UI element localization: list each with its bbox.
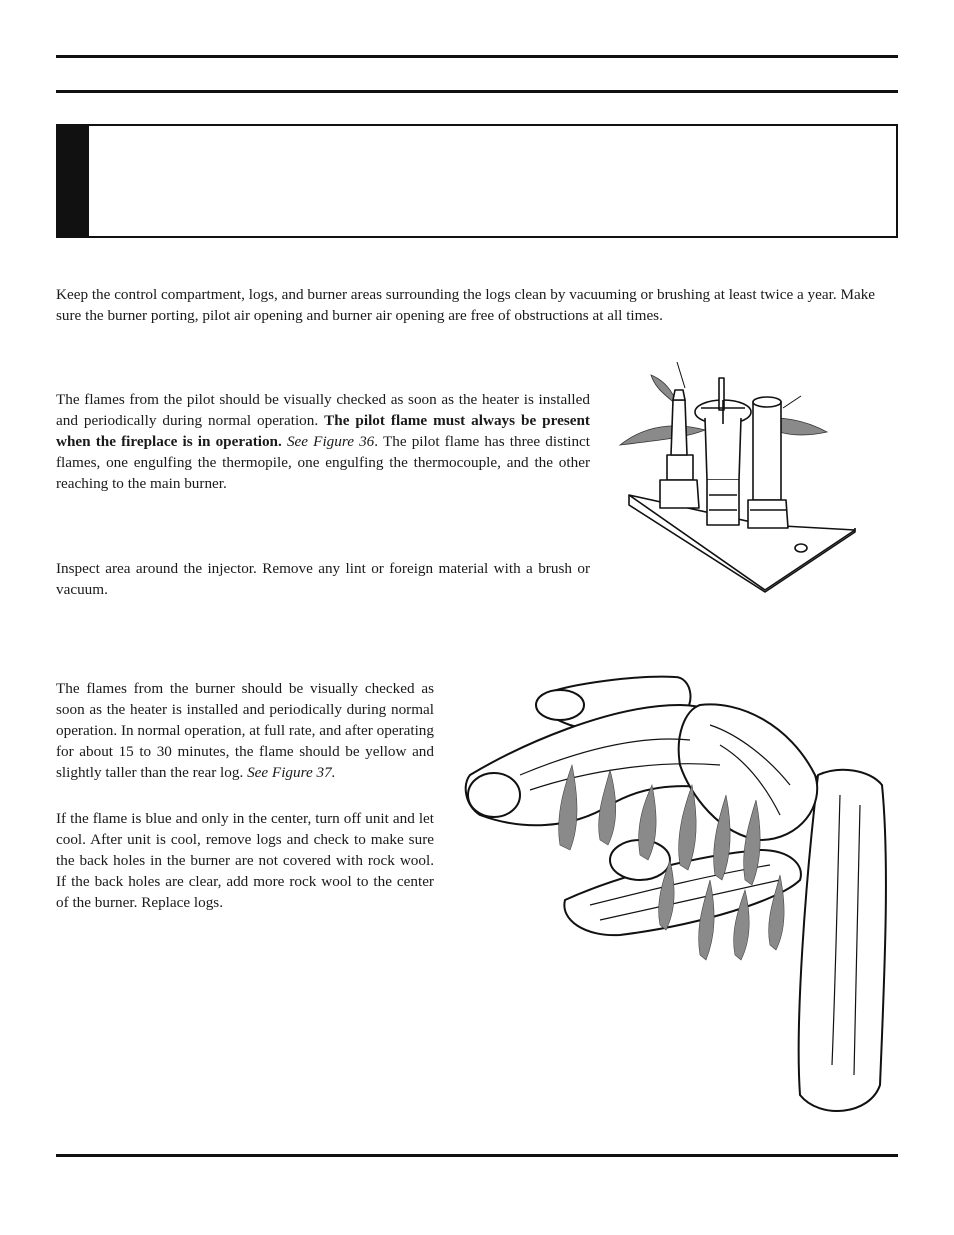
- pilot-assembly-illustration: [615, 360, 860, 595]
- pilot-text-a: The flames from the pilot should be visually checked as soon as the heater is installed and periodically during normal operation.: [56, 391, 590, 429]
- banner-tab: [56, 124, 89, 238]
- header-rule-bottom: [56, 90, 898, 93]
- log-set-illustration: [460, 665, 895, 1125]
- burner-figure-ref: See Figure 37.: [247, 764, 336, 781]
- pilot-text-b: . The pilot flame has three distinct flames, one engulfing the thermopile, one engulfing the thermocouple, and the other reaching to the main burner.: [56, 433, 590, 492]
- cleaning-paragraph: Keep the control compartment, logs, and burner areas surrounding the logs clean by vacuuming or brushing at least twice a year. Make sure the burner porting, pilot air opening and burner air opening are free of obstructions at all times.: [56, 286, 876, 324]
- injector-paragraph: Inspect area around the injector. Remove any lint or foreign material with a brush or vacuum.: [56, 560, 590, 598]
- burner-paragraph: [56, 678, 434, 783]
- header-rule-top: [56, 55, 898, 58]
- pilot-figure-ref: See Figure 36: [281, 433, 375, 450]
- pilot-paragraph: [56, 389, 590, 494]
- section-banner: [56, 124, 898, 238]
- burner-text-a: The flames from the burner should be visually checked as soon as the heater is installed and periodically during normal operation. In normal operation, at full rate, and after operating for about 15 to 30 minutes, the flame should be yellow and slightly taller than the rear log.: [56, 680, 434, 781]
- pilot-warning: The pilot flame must always be present when the fireplace is in operation.: [56, 412, 590, 450]
- footer-rule: [56, 1154, 898, 1157]
- burner-paragraph-2: If the flame is blue and only in the center, turn off unit and let cool. After unit is cool, remove logs and check to make sure the back holes in the burner are not covered with rock wool. If the back holes are clear, add more rock wool to the center of the burner. Replace logs.: [56, 810, 434, 911]
